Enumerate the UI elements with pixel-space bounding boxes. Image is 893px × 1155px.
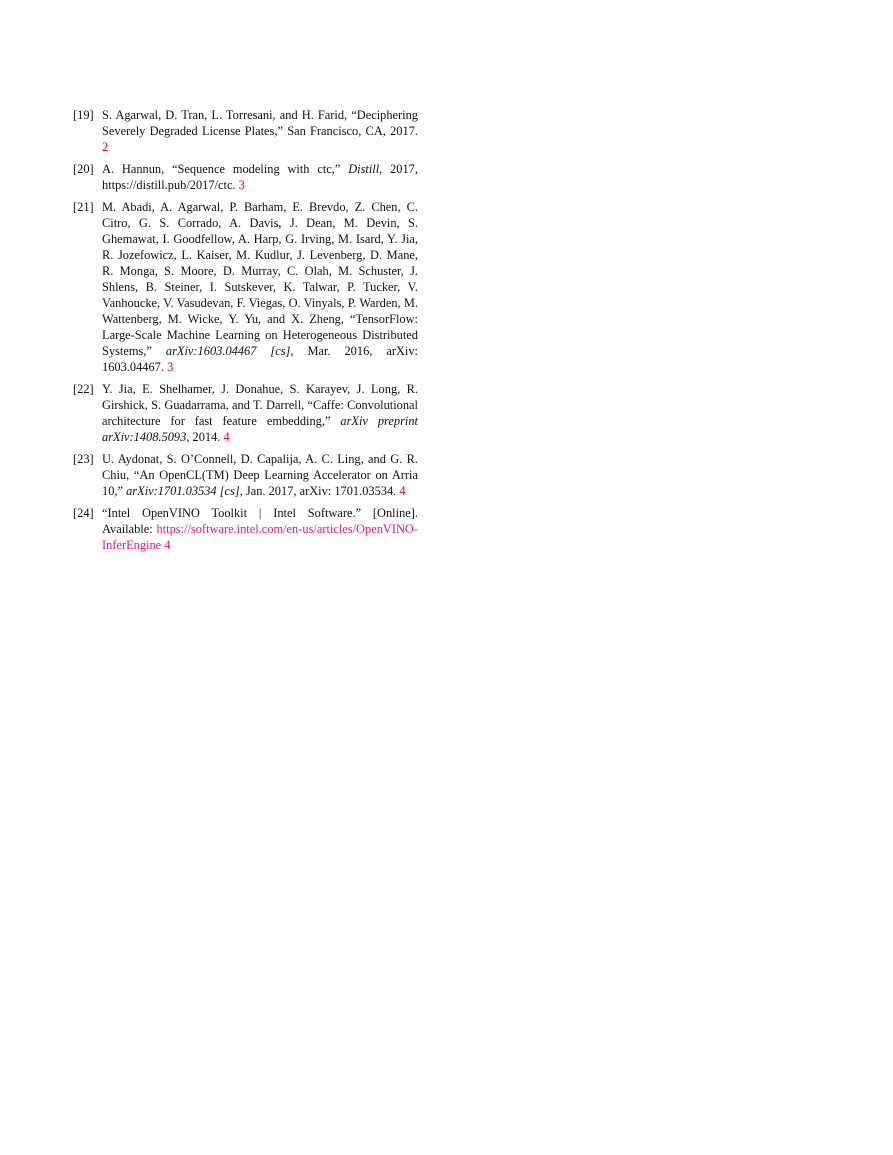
reference-body bbox=[102, 161, 418, 193]
reference-number: [22] bbox=[73, 382, 94, 396]
reference-text: Y. Jia, E. Shelhamer, J. Donahue, S. Karayev, J. Long, R. Girshick, S. Guadarrama, and T. Darrell, “Caffe: Convolutional architecture for fast feature embedding,” bbox=[102, 382, 418, 428]
reference-body bbox=[102, 451, 418, 499]
reference-url-link[interactable]: https://software.intel.com/en-us/articles/OpenVINO-InferEngine bbox=[102, 522, 418, 552]
backref-link[interactable]: 4 bbox=[164, 538, 171, 552]
reference-body bbox=[102, 505, 418, 553]
reference-21 bbox=[73, 199, 418, 375]
reference-24 bbox=[73, 505, 418, 553]
reference-number: [19] bbox=[73, 108, 94, 122]
reference-number: [23] bbox=[73, 452, 94, 466]
reference-list bbox=[73, 107, 418, 559]
reference-22 bbox=[73, 381, 418, 445]
reference-text-tail: , Mar. 2016, arXiv: 1603.04467. bbox=[102, 344, 418, 374]
reference-text-tail: , 2017, https://distill.pub/2017/ctc. bbox=[102, 162, 418, 192]
backref-link[interactable]: 4 bbox=[399, 484, 406, 498]
reference-text: S. Agarwal, D. Tran, L. Torresani, and H. Farid, “Deciphering Severely Degraded License Plates,” San Francisco, CA, 2017. bbox=[102, 108, 418, 138]
reference-body bbox=[102, 107, 418, 155]
reference-text: M. Abadi, A. Agarwal, P. Barham, E. Brevdo, Z. Chen, C. Citro, G. S. Corrado, A. Davis, J. Dean, M. Devin, S. Ghemawat, I. Goodfellow, A. Harp, G. Irving, M. Isard, Y. Jia, R. Jozefowicz, L. Kaiser, M. Kudlur, J. Levenberg, D. Mane, R. Monga, S. Moore, D. Murray, C. Olah, M. Schuster, J. Shlens, B. Steiner, I. Sutskever, K. Talwar, P. Tucker, V. Vanhoucke, V. Vasudevan, F. Viegas, O. Vinyals, P. Warden, M. Wattenberg, M. Wicke, Y. Yu, and X. Zheng, “TensorFlow: Large-Scale Machine Learning on Heterogeneous Distributed Systems,” bbox=[102, 200, 418, 358]
reference-number: [20] bbox=[73, 162, 94, 176]
backref-link[interactable]: 3 bbox=[167, 360, 174, 374]
reference-23 bbox=[73, 451, 418, 499]
reference-body bbox=[102, 381, 418, 445]
reference-text: “Intel OpenVINO Toolkit | Intel Software.” [Online]. Available: bbox=[102, 506, 418, 536]
reference-number: [24] bbox=[73, 506, 94, 520]
reference-text: A. Hannun, “Sequence modeling with ctc,” bbox=[102, 162, 341, 176]
reference-number: [21] bbox=[73, 200, 94, 214]
backref-link[interactable]: 3 bbox=[238, 178, 245, 192]
reference-venue: Distill bbox=[348, 162, 380, 176]
reference-body bbox=[102, 199, 418, 375]
backref-link[interactable]: 2 bbox=[102, 140, 109, 154]
reference-venue: arXiv:1603.04467 [cs] bbox=[165, 344, 291, 358]
reference-text: U. Aydonat, S. O’Connell, D. Capalija, A. C. Ling, and G. R. Chiu, “An OpenCL(TM) Deep Learning Accelerator on Arria 10,” bbox=[102, 452, 418, 498]
reference-text-tail: , Jan. 2017, arXiv: 1701.03534. bbox=[239, 484, 397, 498]
backref-link[interactable]: 4 bbox=[223, 430, 230, 444]
reference-venue: arXiv preprint arXiv:1408.5093 bbox=[102, 414, 418, 444]
reference-19 bbox=[73, 107, 418, 155]
reference-text-tail: , 2014. bbox=[186, 430, 221, 444]
reference-venue: arXiv:1701.03534 [cs] bbox=[126, 484, 240, 498]
reference-20 bbox=[73, 161, 418, 193]
